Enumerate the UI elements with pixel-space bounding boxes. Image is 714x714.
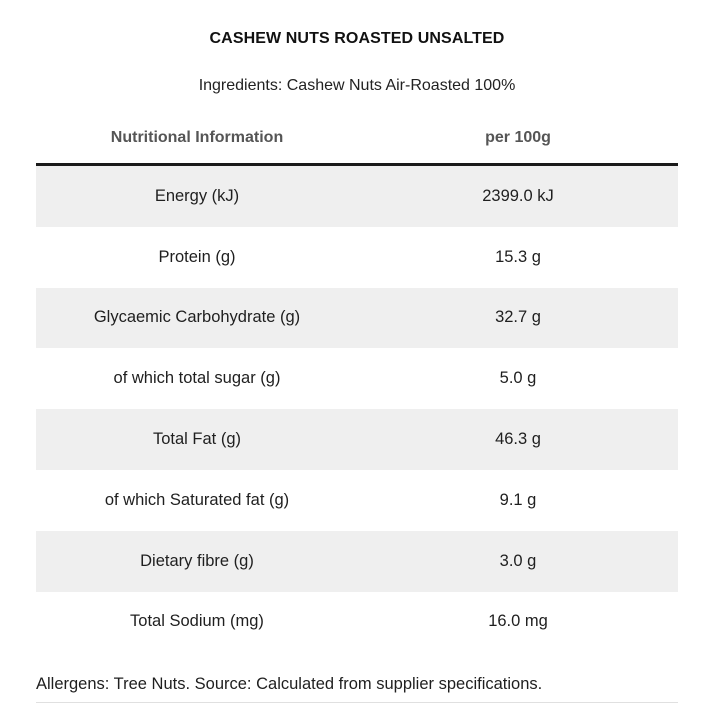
row-value: 9.1 g bbox=[499, 490, 537, 509]
table-header bbox=[36, 112, 678, 166]
row-value: 32.7 g bbox=[495, 308, 541, 327]
row-value: 2399.0 kJ bbox=[482, 186, 554, 205]
nutrition-table bbox=[36, 112, 678, 652]
product-title: CASHEW NUTS ROASTED UNSALTED bbox=[209, 30, 505, 47]
row-value: 46.3 g bbox=[495, 430, 541, 449]
header-nutritional-information: Nutritional Information bbox=[110, 128, 284, 146]
row-label: Energy (kJ) bbox=[154, 186, 240, 205]
table-row bbox=[36, 348, 678, 409]
row-label: Dietary fibre (g) bbox=[140, 551, 254, 570]
row-label: Total Fat (g) bbox=[152, 430, 242, 449]
header-per-100g: per 100g bbox=[485, 128, 551, 146]
allergens-note: Allergens: Tree Nuts. Source: Calculated from supplier specifications. bbox=[36, 675, 543, 693]
table-row bbox=[36, 592, 678, 653]
row-value: 5.0 g bbox=[499, 369, 537, 388]
table-row bbox=[36, 470, 678, 531]
table-row bbox=[36, 166, 678, 227]
table-row bbox=[36, 531, 678, 592]
row-value: 15.3 g bbox=[495, 247, 541, 266]
row-value: 16.0 mg bbox=[488, 612, 548, 631]
row-value: 3.0 g bbox=[499, 551, 537, 570]
row-label: Protein (g) bbox=[158, 247, 236, 266]
footer-divider bbox=[36, 702, 678, 703]
table-row bbox=[36, 288, 678, 349]
row-label: Total Sodium (mg) bbox=[130, 612, 264, 631]
row-label: Glycaemic Carbohydrate (g) bbox=[93, 308, 301, 327]
ingredients-line: Ingredients: Cashew Nuts Air-Roasted 100% bbox=[198, 77, 516, 94]
row-label: of which Saturated fat (g) bbox=[104, 490, 290, 509]
table-row bbox=[36, 409, 678, 470]
row-label: of which total sugar (g) bbox=[113, 369, 281, 388]
table-row bbox=[36, 227, 678, 288]
